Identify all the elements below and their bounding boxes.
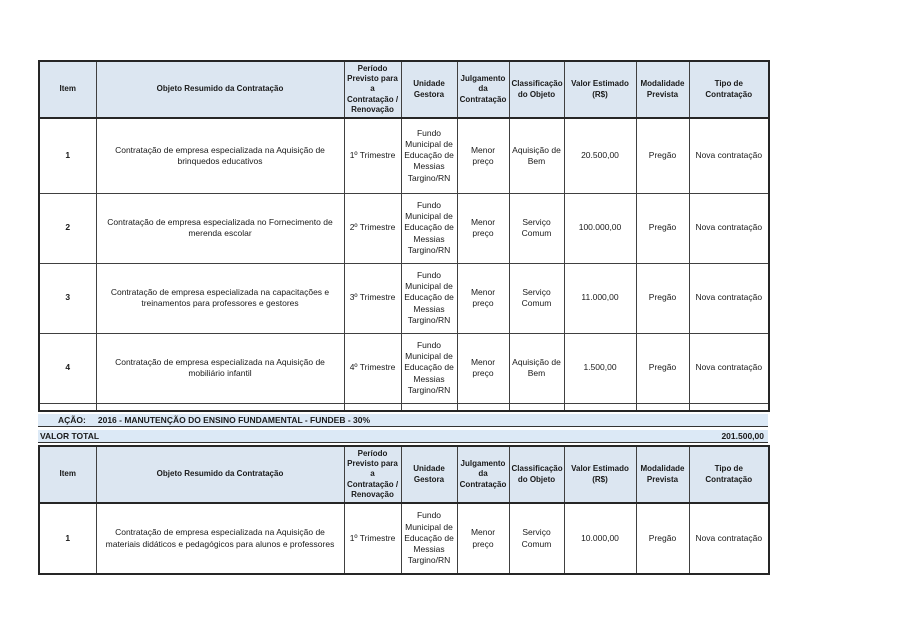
tipo-cell: Nova contratação — [689, 503, 769, 574]
unidade-cell: Fundo Municipal de Educação de Messias Targino/RN — [401, 118, 457, 193]
header-cell-classificacao: Classificação do Objeto — [509, 446, 564, 503]
periodo-cell: 4º Trimestre — [344, 333, 401, 403]
valor-total-value: 201.500,00 — [721, 431, 764, 441]
periodo-cell: 2º Trimestre — [344, 193, 401, 263]
periodo-cell: 1º Trimestre — [344, 503, 401, 574]
modalidade-cell: Pregão — [636, 503, 689, 574]
item-cell: 3 — [39, 263, 96, 333]
planning-table-2 — [38, 445, 770, 575]
tipo-cell: Nova contratação — [689, 193, 769, 263]
header-cell-tipo: Tipo de Contratação — [689, 61, 769, 118]
acao-band — [38, 414, 768, 427]
header-cell-valor: Valor Estimado (R$) — [564, 61, 636, 118]
empty-cell — [689, 403, 769, 411]
acao-value: 2016 - MANUTENÇÃO DO ENSINO FUNDAMENTAL - FUNDEB - 30% — [97, 415, 371, 425]
header-cell-item: Item — [39, 61, 96, 118]
table-row — [39, 333, 769, 403]
valor-cell: 20.500,00 — [564, 118, 636, 193]
table-row — [39, 263, 769, 333]
table1-header-row — [39, 61, 769, 118]
julgamento-cell: Menor preço — [457, 193, 509, 263]
classificacao-cell: Serviço Comum — [509, 193, 564, 263]
header-cell-modalidade: Modalidade Prevista — [636, 61, 689, 118]
valor-cell: 10.000,00 — [564, 503, 636, 574]
header-cell-unidade: Unidade Gestora — [401, 446, 457, 503]
header-cell-unidade: Unidade Gestora — [401, 61, 457, 118]
unidade-cell: Fundo Municipal de Educação de Messias Targino/RN — [401, 503, 457, 574]
empty-cell — [509, 403, 564, 411]
item-cell: 1 — [39, 503, 96, 574]
table-row — [39, 118, 769, 193]
table-row — [39, 193, 769, 263]
empty-cell — [96, 403, 344, 411]
classificacao-cell: Serviço Comum — [509, 503, 564, 574]
julgamento-cell: Menor preço — [457, 333, 509, 403]
classificacao-cell: Aquisição de Bem — [509, 118, 564, 193]
empty-cell — [401, 403, 457, 411]
tipo-cell: Nova contratação — [689, 333, 769, 403]
empty-row — [39, 403, 769, 411]
periodo-cell: 1º Trimestre — [344, 118, 401, 193]
objeto-cell: Contratação de empresa especializada na Aquisição de mobiliário infantil — [96, 333, 344, 403]
header-cell-classificacao: Classificação do Objeto — [509, 61, 564, 118]
table2-header-row — [39, 446, 769, 503]
valor-total-label: VALOR TOTAL — [40, 431, 100, 441]
objeto-cell: Contratação de empresa especializada na Aquisição de brinquedos educativos — [96, 118, 344, 193]
modalidade-cell: Pregão — [636, 263, 689, 333]
objeto-cell: Contratação de empresa especializada na capacitações e treinamentos para professores e gestores — [96, 263, 344, 333]
header-cell-periodo: Período Previsto para a Contratação / Renovação — [344, 446, 401, 503]
item-cell: 2 — [39, 193, 96, 263]
classificacao-cell: Serviço Comum — [509, 263, 564, 333]
unidade-cell: Fundo Municipal de Educação de Messias Targino/RN — [401, 333, 457, 403]
empty-cell — [636, 403, 689, 411]
valor-cell: 11.000,00 — [564, 263, 636, 333]
valor-cell: 1.500,00 — [564, 333, 636, 403]
modalidade-cell: Pregão — [636, 333, 689, 403]
tipo-cell: Nova contratação — [689, 118, 769, 193]
planning-table-1 — [38, 60, 770, 412]
valor-cell: 100.000,00 — [564, 193, 636, 263]
unidade-cell: Fundo Municipal de Educação de Messias Targino/RN — [401, 263, 457, 333]
unidade-cell: Fundo Municipal de Educação de Messias Targino/RN — [401, 193, 457, 263]
item-cell: 4 — [39, 333, 96, 403]
header-cell-tipo: Tipo de Contratação — [689, 446, 769, 503]
header-cell-item: Item — [39, 446, 96, 503]
julgamento-cell: Menor preço — [457, 263, 509, 333]
empty-cell — [39, 403, 96, 411]
header-cell-modalidade: Modalidade Prevista — [636, 446, 689, 503]
procurement-plan-document — [38, 60, 770, 575]
periodo-cell: 3º Trimestre — [344, 263, 401, 333]
acao-label: AÇÃO: — [58, 415, 86, 425]
header-cell-periodo: Período Previsto para a Contratação / Renovação — [344, 61, 401, 118]
header-cell-julgamento: Julgamento da Contratação — [457, 446, 509, 503]
item-cell: 1 — [39, 118, 96, 193]
header-cell-julgamento: Julgamento da Contratação — [457, 61, 509, 118]
header-cell-valor: Valor Estimado (R$) — [564, 446, 636, 503]
modalidade-cell: Pregão — [636, 118, 689, 193]
empty-cell — [344, 403, 401, 411]
julgamento-cell: Menor preço — [457, 118, 509, 193]
julgamento-cell: Menor preço — [457, 503, 509, 574]
valor-total-band — [38, 430, 768, 443]
objeto-cell: Contratação de empresa especializada na Aquisição de materiais didáticos e pedagógicos para alunos e professores — [96, 503, 344, 574]
modalidade-cell: Pregão — [636, 193, 689, 263]
header-cell-objeto: Objeto Resumido da Contratação — [96, 446, 344, 503]
tipo-cell: Nova contratação — [689, 263, 769, 333]
empty-cell — [457, 403, 509, 411]
empty-cell — [564, 403, 636, 411]
header-cell-objeto: Objeto Resumido da Contratação — [96, 61, 344, 118]
table-row — [39, 503, 769, 574]
objeto-cell: Contratação de empresa especializada no Fornecimento de merenda escolar — [96, 193, 344, 263]
classificacao-cell: Aquisição de Bem — [509, 333, 564, 403]
